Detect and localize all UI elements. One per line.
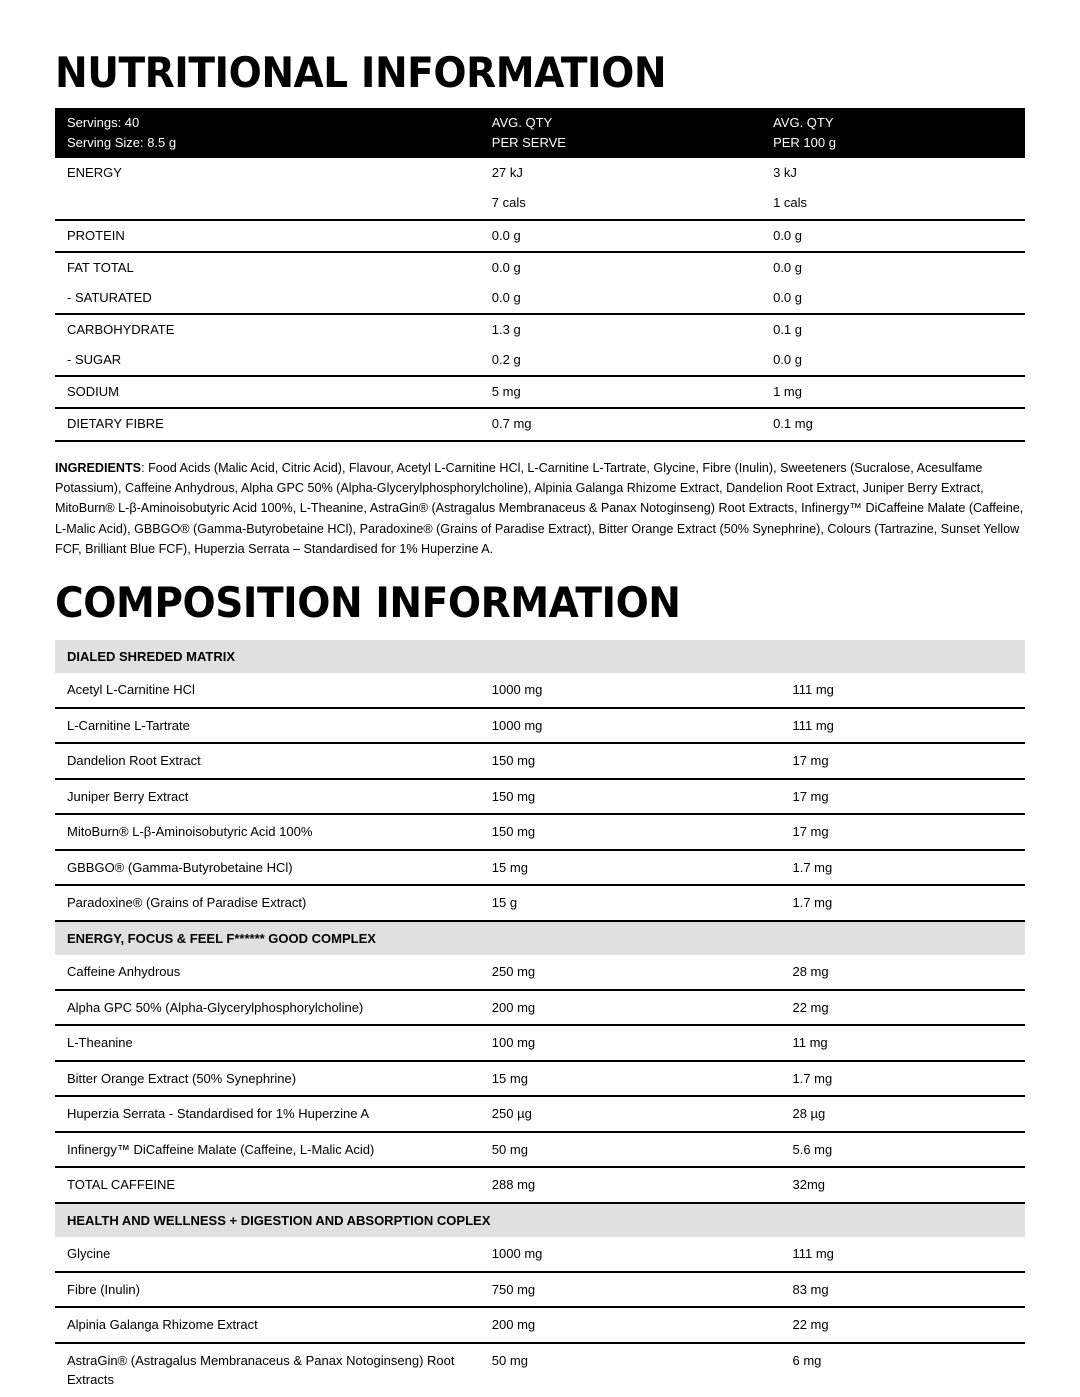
ingredient-per-100g: 28 mg [782, 955, 1025, 990]
ingredient-per-100g: 1.7 mg [782, 1061, 1025, 1097]
nutrient-per-100g: 0.0 g [763, 283, 1025, 314]
ingredient-per-serve: 750 mg [482, 1272, 783, 1308]
ingredient-per-serve: 150 mg [482, 779, 783, 815]
nutrient-per-100g: 0.0 g [763, 220, 1025, 252]
table-row [55, 673, 1025, 708]
ingredient-per-serve: 250 mg [482, 955, 783, 990]
table-row [55, 314, 1025, 345]
serving-size-label: Serving Size: 8.5 g [67, 135, 177, 151]
ingredient-label: MitoBurn® L-β-Aminoisobutyric Acid 100% [55, 814, 482, 850]
table-row [55, 1307, 1025, 1343]
table-row [55, 220, 1025, 252]
ingredient-per-100g: 111 mg [782, 1237, 1025, 1272]
ingredient-per-serve: 1000 mg [482, 673, 783, 708]
ingredients-label: INGREDIENTS [55, 460, 142, 475]
nutrient-per-serve: 0.7 mg [482, 408, 763, 440]
section-label: HEALTH AND WELLNESS + DIGESTION AND ABSORPTION COPLEX [55, 1203, 1025, 1238]
table-row [55, 1343, 1025, 1397]
ingredient-per-100g: 22 mg [782, 1307, 1025, 1343]
ingredient-label: Infinergy™ DiCaffeine Malate (Caffeine, L-Malic Acid) [55, 1132, 482, 1168]
ingredient-label: AstraGin® (Astragalus Membranaceus & Panax Notoginseng) Root Extracts [67, 1352, 455, 1387]
nutrient-per-100g: 0.0 g [773, 259, 803, 275]
ingredient-per-100g: 5.6 mg [782, 1132, 1025, 1168]
nutrient-label: SODIUM [55, 376, 482, 408]
section-header-row [55, 640, 1025, 674]
table-row [55, 252, 1025, 283]
table-row [55, 1167, 1025, 1203]
ingredient-per-100g: 11 mg [782, 1025, 1025, 1061]
nutrient-label: - SUGAR [55, 345, 482, 376]
table-row [55, 1025, 1025, 1061]
servings-label: Servings: 40 [67, 115, 140, 130]
ingredient-per-serve: 150 mg [482, 814, 783, 850]
nutrient-per-serve: 5 mg [482, 376, 763, 408]
table-row [55, 990, 1025, 1026]
section-header-row [55, 921, 1025, 956]
nutrient-per-serve: 0.0 g [482, 283, 763, 314]
ingredient-per-100g: 1.7 mg [782, 885, 1025, 921]
composition-information-table [55, 640, 1025, 1397]
ingredient-per-100g: 6 mg [792, 1352, 822, 1368]
total-caffeine-label: TOTAL CAFFEINE [55, 1167, 482, 1203]
nutrient-per-serve: 0.0 g [482, 220, 763, 252]
per-serve-header-line2: PER SERVE [491, 135, 566, 151]
table-row [55, 743, 1025, 779]
ingredient-per-serve: 200 mg [482, 1307, 783, 1343]
ingredient-label: Acetyl L-Carnitine HCl [55, 673, 482, 708]
table-row [55, 188, 1025, 219]
nutrient-per-serve: 27 kJ [491, 165, 523, 181]
composition-information-heading: COMPOSITION INFORMATION [55, 577, 681, 627]
ingredients-paragraph [55, 458, 1025, 560]
ingredient-label: Alpinia Galanga Rhizome Extract [55, 1307, 482, 1343]
table-row [55, 1237, 1025, 1272]
ingredient-per-serve: 50 mg [491, 1352, 528, 1368]
ingredient-per-serve: 50 mg [482, 1132, 783, 1168]
table-row [55, 1061, 1025, 1097]
table-row [55, 1132, 1025, 1168]
ingredient-per-100g: 17 mg [782, 743, 1025, 779]
section-header-row [55, 1203, 1025, 1238]
nutrient-label: - SATURATED [55, 283, 482, 314]
section-label: DIALED SHREDED MATRIX [55, 640, 1025, 674]
nutrient-label: ENERGY [67, 165, 122, 181]
table-row [55, 850, 1025, 886]
ingredient-per-100g: 17 mg [782, 814, 1025, 850]
nutrient-per-100g: 0.1 g [773, 321, 803, 337]
nutrient-label: DIETARY FIBRE [55, 408, 482, 440]
nutrient-label: PROTEIN [55, 220, 482, 252]
section-label: ENERGY, FOCUS & FEEL F****** GOOD COMPLEX [55, 921, 1025, 956]
ingredient-label: Dandelion Root Extract [55, 743, 482, 779]
ingredient-label: L-Carnitine L-Tartrate [55, 708, 482, 744]
nutrient-per-serve: 0.0 g [491, 259, 521, 275]
nutrient-label [55, 188, 482, 219]
ingredient-per-100g: 111 mg [782, 673, 1025, 708]
table-row [55, 408, 1025, 440]
ingredient-label: Juniper Berry Extract [55, 779, 482, 815]
ingredient-label: L-Theanine [55, 1025, 482, 1061]
ingredient-per-serve: 15 g [482, 885, 783, 921]
per-100g-header-line2: PER 100 g [773, 135, 836, 151]
table-row [55, 376, 1025, 408]
total-caffeine-per-100g: 32mg [782, 1167, 1025, 1203]
ingredients-text: : Food Acids (Malic Acid, Citric Acid), Flavour, Acetyl L-Carnitine HCl, L-Carnitine L-Tartrate, Glycine, Fibre (Inulin), Sweeteners (Sucralose, Acesulfame Potassium), Caffeine Anhydrous, Alpha GPC 50% (Alpha-Glycerylphosphorylcholine), Alpinia Galanga Rhizome Extract, Dandelion Root Extract, Juniper Berry Extract, MitoBurn® L-β-Aminoisobutyric Acid 100%, L-Theanine, AstraGin® (Astragalus Membranaceus & Panax Notoginseng) Root Extracts, Infinergy™ DiCaffeine Malate (Caffeine, L-Malic Acid), GBBGO® (Gamma-Butyrobetaine HCl), Paradoxine® (Grains of Paradise Extract), Bitter Orange Extract (50% Synephrine), Colours (Tartrazine, Sunset Yellow FCF, Brilliant Blue FCF), Huperzia Serrata – Standardised for 1% Huperzine A. [55, 460, 1024, 557]
nutrient-per-100g: 1 cals [763, 188, 1025, 219]
per-100g-header-line1: AVG. QTY [773, 115, 834, 130]
nutrient-per-100g: 1 mg [763, 376, 1025, 408]
ingredient-per-serve: 1000 mg [482, 708, 783, 744]
ingredient-per-serve: 250 µg [482, 1096, 783, 1132]
ingredient-per-100g: 83 mg [782, 1272, 1025, 1308]
ingredient-per-serve: 1000 mg [482, 1237, 783, 1272]
table-row [55, 885, 1025, 921]
nutritional-information-heading: NUTRITIONAL INFORMATION [55, 48, 667, 97]
nutrient-per-100g: 0.1 mg [763, 408, 1025, 440]
ingredient-label: Glycine [55, 1237, 482, 1272]
ingredient-per-serve: 15 mg [482, 1061, 783, 1097]
ingredient-per-100g: 28 µg [782, 1096, 1025, 1132]
per-serve-header-line1: AVG. QTY [491, 115, 553, 130]
ingredient-per-100g: 22 mg [782, 990, 1025, 1026]
nutrient-label: CARBOHYDRATE [67, 321, 175, 337]
ingredient-label: Caffeine Anhydrous [55, 955, 482, 990]
table-row [55, 345, 1025, 376]
ingredient-label: Fibre (Inulin) [55, 1272, 482, 1308]
total-caffeine-per-serve: 288 mg [482, 1167, 783, 1203]
ingredient-per-100g: 111 mg [782, 708, 1025, 744]
table-row [55, 708, 1025, 744]
nutrient-label: FAT TOTAL [67, 259, 134, 275]
table-row [55, 1096, 1025, 1132]
table-row [55, 1272, 1025, 1308]
nutritional-information-table [55, 108, 1025, 442]
ingredient-per-serve: 200 mg [482, 990, 783, 1026]
ingredient-label: GBBGO® (Gamma-Butyrobetaine HCl) [55, 850, 482, 886]
ingredient-per-serve: 150 mg [482, 743, 783, 779]
table-header-row [55, 108, 1025, 158]
table-row [55, 779, 1025, 815]
nutrient-per-serve: 7 cals [482, 188, 763, 219]
ingredient-per-100g: 17 mg [782, 779, 1025, 815]
nutrient-per-100g: 0.0 g [763, 345, 1025, 376]
ingredient-label: Bitter Orange Extract (50% Synephrine) [55, 1061, 482, 1097]
table-row [55, 814, 1025, 850]
table-row [55, 158, 1025, 188]
ingredient-per-100g: 1.7 mg [782, 850, 1025, 886]
nutrient-per-serve: 1.3 g [491, 321, 521, 337]
ingredient-label: Alpha GPC 50% (Alpha-Glycerylphosphorylcholine) [55, 990, 482, 1026]
table-row [55, 955, 1025, 990]
nutrient-per-100g: 3 kJ [773, 165, 797, 181]
table-row [55, 283, 1025, 314]
ingredient-label: Huperzia Serrata - Standardised for 1% Huperzine A [55, 1096, 482, 1132]
nutrient-per-serve: 0.2 g [482, 345, 763, 376]
ingredient-per-serve: 15 mg [482, 850, 783, 886]
ingredient-per-serve: 100 mg [482, 1025, 783, 1061]
ingredient-label: Paradoxine® (Grains of Paradise Extract) [55, 885, 482, 921]
